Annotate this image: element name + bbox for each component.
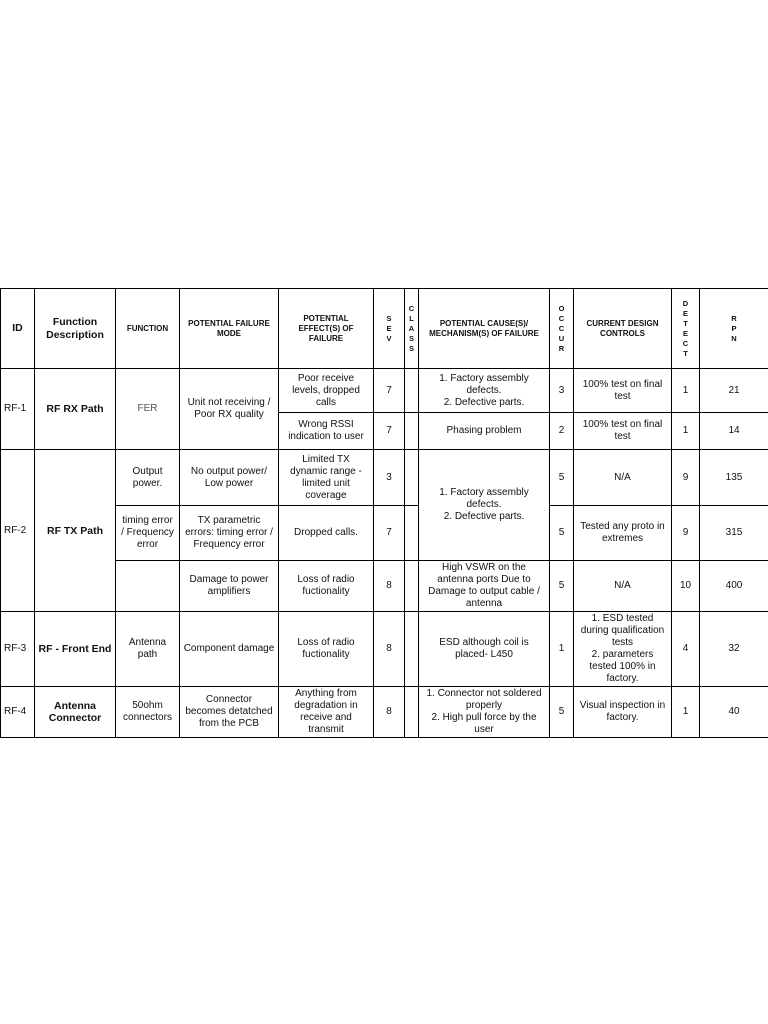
effect-cell: Anything from degradation in receive and transmit bbox=[279, 687, 374, 738]
detect-cell: 1 bbox=[672, 369, 700, 413]
controls-cell: 100% test on final test bbox=[574, 369, 672, 413]
row-id: RF-1 bbox=[1, 369, 35, 450]
occur-cell: 1 bbox=[550, 612, 574, 687]
controls-cell: 100% test on final test bbox=[574, 413, 672, 450]
sev-cell: 7 bbox=[374, 413, 405, 450]
header-causes: POTENTIAL CAUSE(S)/ MECHANISM(S) OF FAILURE bbox=[419, 289, 550, 369]
rpn-cell: 21 bbox=[700, 369, 768, 413]
detect-cell: 4 bbox=[672, 612, 700, 687]
detect-cell: 1 bbox=[672, 687, 700, 738]
sev-cell: 7 bbox=[374, 369, 405, 413]
class-cell bbox=[405, 369, 419, 413]
header-function: FUNCTION bbox=[116, 289, 180, 369]
function-cell: FER bbox=[116, 369, 180, 450]
rpn-cell: 135 bbox=[700, 450, 768, 506]
controls-cell: Visual inspection in factory. bbox=[574, 687, 672, 738]
sev-cell: 8 bbox=[374, 612, 405, 687]
occur-cell: 2 bbox=[550, 413, 574, 450]
class-cell bbox=[405, 561, 419, 612]
sev-cell: 3 bbox=[374, 450, 405, 506]
occur-cell: 5 bbox=[550, 450, 574, 506]
function-cell: Antenna path bbox=[116, 612, 180, 687]
failure-mode-cell: Unit not receiving / Poor RX quality bbox=[180, 369, 279, 450]
rpn-cell: 400 bbox=[700, 561, 768, 612]
detect-cell: 9 bbox=[672, 506, 700, 561]
class-cell bbox=[405, 687, 419, 738]
table-row bbox=[1, 687, 768, 738]
header-controls: CURRENT DESIGN CONTROLS bbox=[574, 289, 672, 369]
failure-mode-cell: Component damage bbox=[180, 612, 279, 687]
sev-cell: 7 bbox=[374, 506, 405, 561]
effect-cell: Poor receive levels, dropped calls bbox=[279, 369, 374, 413]
cause-cell: 1. Factory assembly defects. 2. Defective parts. bbox=[419, 369, 550, 413]
function-cell: Output power. bbox=[116, 450, 180, 506]
failure-mode-cell: Damage to power amplifiers bbox=[180, 561, 279, 612]
header-function-description: Function Description bbox=[35, 289, 116, 369]
detect-cell: 10 bbox=[672, 561, 700, 612]
rpn-cell: 40 bbox=[700, 687, 768, 738]
row-id: RF-2 bbox=[1, 450, 35, 612]
table-row bbox=[1, 369, 768, 413]
header-row bbox=[1, 289, 768, 369]
occur-cell: 3 bbox=[550, 369, 574, 413]
controls-cell: 1. ESD tested during qualification tests 2. parameters tested 100% in factory. bbox=[574, 612, 672, 687]
controls-cell: N/A bbox=[574, 450, 672, 506]
header-id: ID bbox=[1, 289, 35, 369]
sev-cell: 8 bbox=[374, 561, 405, 612]
class-cell bbox=[405, 612, 419, 687]
occur-cell: 5 bbox=[550, 687, 574, 738]
header-rpn: R P N bbox=[700, 289, 768, 369]
cause-cell: High VSWR on the antenna ports Due to Damage to output cable / antenna bbox=[419, 561, 550, 612]
cause-cell: 1. Factory assembly defects. 2. Defective parts. bbox=[419, 450, 550, 561]
function-cell: timing error / Frequency error bbox=[116, 506, 180, 561]
function-description: RF RX Path bbox=[35, 369, 116, 450]
detect-cell: 9 bbox=[672, 450, 700, 506]
function-description: Antenna Connector bbox=[35, 687, 116, 738]
header-failure-mode: POTENTIAL FAILURE MODE bbox=[180, 289, 279, 369]
occur-cell: 5 bbox=[550, 561, 574, 612]
rpn-cell: 315 bbox=[700, 506, 768, 561]
function-description: RF - Front End bbox=[35, 612, 116, 687]
table-row bbox=[1, 561, 768, 612]
header-occur: O C C U R bbox=[550, 289, 574, 369]
effect-cell: Loss of radio fuctionality bbox=[279, 612, 374, 687]
rpn-cell: 32 bbox=[700, 612, 768, 687]
rpn-cell: 14 bbox=[700, 413, 768, 450]
function-description: RF TX Path bbox=[35, 450, 116, 612]
function-cell: 50ohm connectors bbox=[116, 687, 180, 738]
occur-cell: 5 bbox=[550, 506, 574, 561]
class-cell bbox=[405, 506, 419, 561]
class-cell bbox=[405, 450, 419, 506]
detect-cell: 1 bbox=[672, 413, 700, 450]
failure-mode-cell: Connector becomes detatched from the PCB bbox=[180, 687, 279, 738]
header-sev: S E V bbox=[374, 289, 405, 369]
table-row bbox=[1, 506, 768, 561]
row-id: RF-3 bbox=[1, 612, 35, 687]
failure-mode-cell: TX parametric errors: timing error / Frequency error bbox=[180, 506, 279, 561]
class-cell bbox=[405, 413, 419, 450]
sev-cell: 8 bbox=[374, 687, 405, 738]
effect-cell: Loss of radio fuctionality bbox=[279, 561, 374, 612]
header-class: C L A S S bbox=[405, 289, 419, 369]
table-row bbox=[1, 612, 768, 687]
table-row bbox=[1, 450, 768, 506]
fmea-table bbox=[0, 288, 768, 738]
effect-cell: Limited TX dynamic range - limited unit coverage bbox=[279, 450, 374, 506]
controls-cell: Tested any proto in extremes bbox=[574, 506, 672, 561]
row-id: RF-4 bbox=[1, 687, 35, 738]
header-detect: D E T E C T bbox=[672, 289, 700, 369]
cause-cell: Phasing problem bbox=[419, 413, 550, 450]
cause-cell: ESD although coil is placed- L450 bbox=[419, 612, 550, 687]
cause-cell: 1. Connector not soldered properly 2. High pull force by the user bbox=[419, 687, 550, 738]
controls-cell: N/A bbox=[574, 561, 672, 612]
header-effects: POTENTIAL EFFECT(S) OF FAILURE bbox=[279, 289, 374, 369]
function-cell bbox=[116, 561, 180, 612]
effect-cell: Wrong RSSI indication to user bbox=[279, 413, 374, 450]
failure-mode-cell: No output power/ Low power bbox=[180, 450, 279, 506]
effect-cell: Dropped calls. bbox=[279, 506, 374, 561]
